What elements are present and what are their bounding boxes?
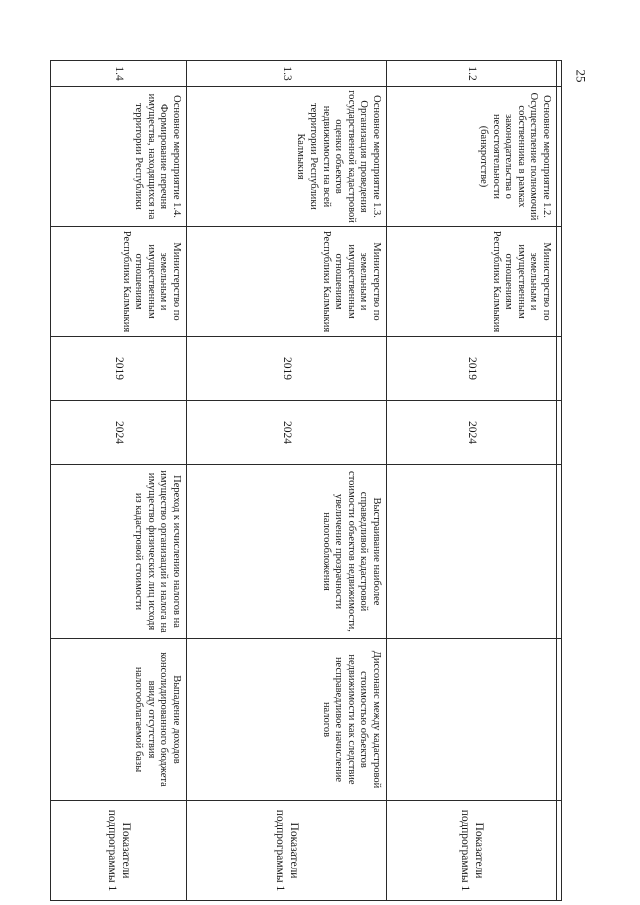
indicator-link-cell: Показатели подпрограммы 1 <box>387 801 557 901</box>
indicator-link-cell: Показатели подпрограммы 1 <box>51 801 187 901</box>
indicator-link-cell: Показатели подпрограммы 1 <box>187 801 387 901</box>
start-year-cell: 2019 <box>51 337 187 401</box>
end-year-cell: 2024 <box>387 401 557 465</box>
row-number: 1.4 <box>51 61 187 87</box>
consequence-cell: Диссонанс между кадастровой стоимостью объектов недвижимости как следствие несправедливое начисление налогов <box>187 639 387 801</box>
end-year-cell: 2024 <box>187 401 387 465</box>
activity-cell: Основное мероприятие 1.3. Организация проведения государственной кадастровой оценки объектов недвижимости на всей территории Республики Калмыкия <box>187 87 387 227</box>
executor-cell: Министерство по земельным и имущественным отношениям Республики Калмыкия <box>187 227 387 337</box>
activity-cell: Основное мероприятие 1.4. Формирование перечня имущества, находящихся на территории Республики <box>51 87 187 227</box>
end-year-cell: 2024 <box>51 401 187 465</box>
table-row <box>387 61 557 901</box>
rotated-page <box>52 60 562 900</box>
executor-cell: Министерство по земельным и имущественным отношениям Республики Калмыкия <box>387 227 557 337</box>
result-cell <box>387 465 557 639</box>
table-row <box>51 61 187 901</box>
page-number: 25 <box>573 69 589 83</box>
consequence-cell: Выпадение доходов консолидированного бюджета ввиду отсутствия налогооблагаемой базы <box>51 639 187 801</box>
start-year-cell: 2019 <box>187 337 387 401</box>
row-number: 1.2 <box>387 61 557 87</box>
table-top-row <box>557 61 562 901</box>
result-cell: Переход к исчислению налогов на имущество организаций и налога на имущество физических лиц исходя из кадастровой стоимости <box>51 465 187 639</box>
table-row <box>187 61 387 901</box>
program-table-frame <box>52 60 562 900</box>
executor-cell: Министерство по земельным и имущественным отношениям Республики Калмыкия <box>51 227 187 337</box>
consequence-cell <box>387 639 557 801</box>
activities-table <box>50 60 562 901</box>
row-number: 1.3 <box>187 61 387 87</box>
activity-cell: Основное мероприятие 1.2. Осуществление полномочий собственника в рамках законодательства о несостоятельности (банкротстве) <box>387 87 557 227</box>
result-cell: Выстраивание наиболее справедливой кадастровой стоимости объектов недвижимости, увеличение прозрачности налогообложения <box>187 465 387 639</box>
start-year-cell: 2019 <box>387 337 557 401</box>
